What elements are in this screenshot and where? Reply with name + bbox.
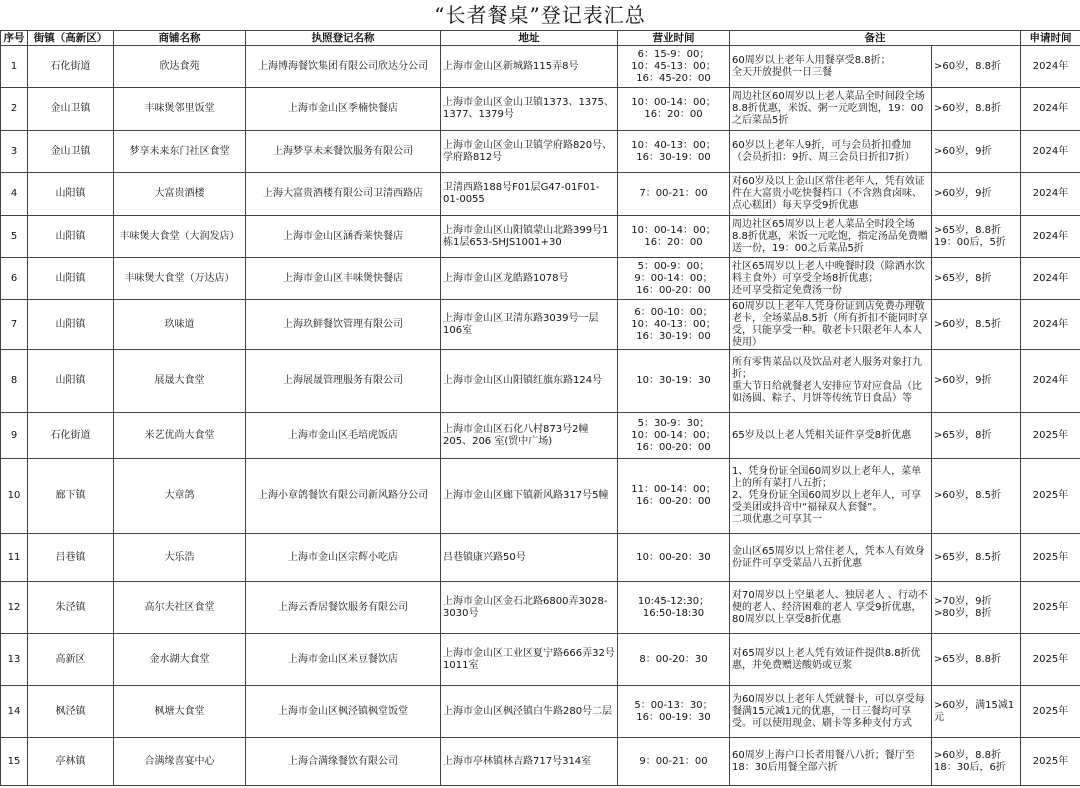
cell-license: 上海展晟管理服务有限公司 xyxy=(246,350,441,413)
cell-license: 上海市金山区枫泾镇枫堂饭堂 xyxy=(246,686,441,738)
cell-town: 山阳镇 xyxy=(28,300,114,350)
cell-remark: 60周岁以上老年人凭身份证到店免费办理敬老卡，全场菜品8.5折（所有折扣不能同时享受，只能享受一种。敬老卡只限老年人本人使用） xyxy=(730,300,932,350)
cell-applied: 2025年 xyxy=(1021,459,1080,534)
cell-remark: 对65周岁以上老人凭有效证件提供8.8折优惠，并免费赠送酸奶或豆浆 xyxy=(730,634,932,686)
registration-table xyxy=(0,30,1080,786)
header-shop: 商铺名称 xyxy=(114,31,246,46)
cell-address: 吕巷镇康兴路50号 xyxy=(441,534,618,582)
cell-shop: 大富贵酒楼 xyxy=(114,173,246,216)
table-row xyxy=(1,459,1080,534)
cell-no: 5 xyxy=(1,216,28,258)
cell-license: 上海博海餐饮集团有限公司欣达分公司 xyxy=(246,46,441,88)
cell-town: 枫泾镇 xyxy=(28,686,114,738)
cell-shop: 枫塘大食堂 xyxy=(114,686,246,738)
cell-shop: 梦享未来东门社区食堂 xyxy=(114,131,246,173)
cell-remark: 对70周岁以上空巢老人、独居老人 、行动不便的老人、经济困难的老人 享受9折优惠，80周岁以上享受8折优惠 xyxy=(730,582,932,634)
page-title: “长者餐桌”登记表汇总 xyxy=(434,3,646,27)
cell-town: 金山卫镇 xyxy=(28,88,114,131)
cell-license: 上海云香居餐饮服务有限公司 xyxy=(246,582,441,634)
cell-town: 朱泾镇 xyxy=(28,582,114,634)
cell-discount: >60岁，满15减1元 xyxy=(932,686,1021,738)
cell-license: 上海市金山区米豆餐饮店 xyxy=(246,634,441,686)
cell-discount: >60岁，8.8折 xyxy=(932,46,1021,88)
table-row xyxy=(1,350,1080,413)
cell-no: 14 xyxy=(1,686,28,738)
cell-address: 上海市金山区石化八村873号2幢205、206 室(贸中广场) xyxy=(441,413,618,459)
cell-address: 上海市金山区工业区夏宁路666弄32号1011室 xyxy=(441,634,618,686)
cell-remark: 65岁及以上老人凭相关证件享受8折优惠 xyxy=(730,413,932,459)
cell-discount: >60岁，9折 xyxy=(932,173,1021,216)
cell-address: 上海市金山区金山卫镇学府路820号、学府路812号 xyxy=(441,131,618,173)
cell-hours: 10：00-14：00； 16：20：00 xyxy=(618,216,730,258)
cell-no: 15 xyxy=(1,738,28,786)
cell-applied: 2024年 xyxy=(1021,173,1080,216)
cell-discount: >70岁，9折 >80岁，8折 xyxy=(932,582,1021,634)
cell-discount: >65岁，8.5折 xyxy=(932,534,1021,582)
cell-applied: 2025年 xyxy=(1021,582,1080,634)
cell-applied: 2024年 xyxy=(1021,131,1080,173)
cell-remark: 60周岁上海户口长者用餐八八折；餐厅至18：30后用餐全部六折 xyxy=(730,738,932,786)
cell-discount: >65岁，8.8折 19：00后，5折 xyxy=(932,216,1021,258)
table-header-row xyxy=(1,31,1080,46)
table-row xyxy=(1,131,1080,173)
cell-shop: 大章鸽 xyxy=(114,459,246,534)
cell-license: 上海市金山区丰味煲快餐店 xyxy=(246,258,441,300)
cell-hours: 9：00-21：00 xyxy=(618,738,730,786)
header-applied: 申请时间 xyxy=(1021,31,1080,46)
cell-address: 上海市金山区新城路115弄8号 xyxy=(441,46,618,88)
cell-hours: 10:45-12:30； 16:50-18:30 xyxy=(618,582,730,634)
cell-address: 上海市金山区枫泾镇白牛路280号二层 xyxy=(441,686,618,738)
cell-no: 3 xyxy=(1,131,28,173)
cell-address: 上海市金山区龙皓路1078号 xyxy=(441,258,618,300)
cell-applied: 2025年 xyxy=(1021,634,1080,686)
cell-address: 上海市亭林镇林吉路717号314室 xyxy=(441,738,618,786)
header-town: 街镇（高新区） xyxy=(28,31,114,46)
cell-discount: >60岁，9折 xyxy=(932,350,1021,413)
cell-applied: 2025年 xyxy=(1021,686,1080,738)
cell-shop: 玖味道 xyxy=(114,300,246,350)
cell-discount: >65岁，8折 xyxy=(932,413,1021,459)
cell-town: 廊下镇 xyxy=(28,459,114,534)
cell-town: 亭林镇 xyxy=(28,738,114,786)
cell-shop: 丰味煲大食堂（大润发店） xyxy=(114,216,246,258)
table-row xyxy=(1,46,1080,88)
cell-hours: 10：00-20：30 xyxy=(618,534,730,582)
table-row xyxy=(1,534,1080,582)
cell-shop: 米艺优尚大食堂 xyxy=(114,413,246,459)
cell-license: 上海市金山区毛培虎饭店 xyxy=(246,413,441,459)
table-row xyxy=(1,216,1080,258)
header-address: 地址 xyxy=(441,31,618,46)
table-row xyxy=(1,413,1080,459)
cell-no: 8 xyxy=(1,350,28,413)
cell-no: 10 xyxy=(1,459,28,534)
cell-applied: 2025年 xyxy=(1021,413,1080,459)
cell-discount: >65岁，8折 xyxy=(932,258,1021,300)
cell-applied: 2024年 xyxy=(1021,258,1080,300)
table-row xyxy=(1,258,1080,300)
cell-applied: 2024年 xyxy=(1021,46,1080,88)
cell-hours: 6：00-10：00； 10：40-13：00； 16：30-19：00 xyxy=(618,300,730,350)
cell-town: 山阳镇 xyxy=(28,258,114,300)
cell-shop: 大乐浩 xyxy=(114,534,246,582)
cell-shop: 欣达食苑 xyxy=(114,46,246,88)
cell-license: 上海小章鸽餐饮有限公司新风路分公司 xyxy=(246,459,441,534)
table-row xyxy=(1,582,1080,634)
cell-address: 卫清西路188号F01层G47-01F01-01-0055 xyxy=(441,173,618,216)
cell-remark: 金山区65周岁以上常住老人，凭本人有效身份证件可享受菜品八五折优惠 xyxy=(730,534,932,582)
cell-discount: >60岁，8.5折 xyxy=(932,459,1021,534)
cell-address: 上海市金山区山阳镇蒙山北路399号1栋1层653-SHJS1001+30 xyxy=(441,216,618,258)
cell-town: 石化街道 xyxy=(28,46,114,88)
cell-remark: 1、凭身份证全国60周岁以上老年人，菜单上的所有菜打八五折； 2、凭身份证全国60周岁以上老年人，可享受美团或抖音中“福禄双人套餐”。 二项优惠之可享其一 xyxy=(730,459,932,534)
cell-discount: >60岁，8.5折 xyxy=(932,300,1021,350)
cell-shop: 高尔夫社区食堂 xyxy=(114,582,246,634)
cell-license: 上海大富贵酒楼有限公司卫清西路店 xyxy=(246,173,441,216)
header-license: 执照登记名称 xyxy=(246,31,441,46)
cell-no: 2 xyxy=(1,88,28,131)
cell-discount: >60岁，9折 xyxy=(932,131,1021,173)
cell-license: 上海玖鲜餐饮管理有限公司 xyxy=(246,300,441,350)
cell-shop: 金水湖大食堂 xyxy=(114,634,246,686)
cell-no: 4 xyxy=(1,173,28,216)
cell-town: 金山卫镇 xyxy=(28,131,114,173)
cell-address: 上海市金山区卫清东路3039号一层106室 xyxy=(441,300,618,350)
cell-remark: 周边社区60周岁以上老人菜品全时间段全场8.8折优惠，米饭、粥一元吃到饱，19：00之后菜品5折 xyxy=(730,88,932,131)
header-hours: 营业时间 xyxy=(618,31,730,46)
cell-remark: 60周岁以上老年人用餐享受8.8折； 全天开放提供一日三餐 xyxy=(730,46,932,88)
cell-license: 上海市金山区宗辉小吃店 xyxy=(246,534,441,582)
cell-remark: 周边社区65周岁以上老人菜品全时段全场8.8折优惠，米饭一元吃饱，指定汤品免费赠送一份，19：00之后菜品5折 xyxy=(730,216,932,258)
cell-remark: 社区65周岁以上老人中晚餐时段（除酒水饮料主食外）可享受全场8折优惠； 还可享受指定免费汤一份 xyxy=(730,258,932,300)
cell-hours: 7：00-21：00 xyxy=(618,173,730,216)
cell-discount: >60岁，8.8折 18：30后，6折 xyxy=(932,738,1021,786)
table-row xyxy=(1,300,1080,350)
cell-shop: 丰味煲大食堂（万达店） xyxy=(114,258,246,300)
table-row xyxy=(1,173,1080,216)
cell-shop: 展晟大食堂 xyxy=(114,350,246,413)
cell-shop: 丰味煲邻里饭堂 xyxy=(114,88,246,131)
cell-no: 12 xyxy=(1,582,28,634)
cell-town: 高新区 xyxy=(28,634,114,686)
cell-license: 上海合满缘餐饮有限公司 xyxy=(246,738,441,786)
cell-hours: 6：15-9：00； 10：45-13：00； 16：45-20：00 xyxy=(618,46,730,88)
cell-address: 上海市金山区廊下镇新风路317号5幢 xyxy=(441,459,618,534)
cell-town: 山阳镇 xyxy=(28,173,114,216)
cell-hours: 10：00-14：00； 16：20：00 xyxy=(618,88,730,131)
cell-town: 山阳镇 xyxy=(28,216,114,258)
cell-remark: 对60岁及以上金山区常住老年人，凭有效证件在大富贵小吃快餐档口（不含熟食卤味、点心糕团）每天享受9折优惠 xyxy=(730,173,932,216)
cell-address: 上海市金山区金山卫镇1373、1375、1377、1379号 xyxy=(441,88,618,131)
cell-hours: 8：00-20：30 xyxy=(618,634,730,686)
cell-no: 13 xyxy=(1,634,28,686)
cell-discount: >65岁，8.8折 xyxy=(932,634,1021,686)
cell-license: 上海梦享未来餐饮服务有限公司 xyxy=(246,131,441,173)
cell-discount: >60岁，8.8折 xyxy=(932,88,1021,131)
cell-town: 吕巷镇 xyxy=(28,534,114,582)
cell-applied: 2024年 xyxy=(1021,88,1080,131)
cell-no: 9 xyxy=(1,413,28,459)
table-row xyxy=(1,634,1080,686)
table-row xyxy=(1,738,1080,786)
cell-no: 7 xyxy=(1,300,28,350)
header-remark: 备注 xyxy=(730,31,1021,46)
cell-license: 上海市金山区季楠快餐店 xyxy=(246,88,441,131)
cell-address: 上海市金山区金石北路6800弄3028-3030号 xyxy=(441,582,618,634)
table-row xyxy=(1,88,1080,131)
cell-applied: 2025年 xyxy=(1021,738,1080,786)
cell-hours: 10：40-13：00； 16：30-19：00 xyxy=(618,131,730,173)
cell-applied: 2025年 xyxy=(1021,534,1080,582)
cell-remark: 60岁以上老年人9折，可与会员折扣叠加（会员折扣：9折、周三会员日折扣7折） xyxy=(730,131,932,173)
header-no: 序号 xyxy=(1,31,28,46)
cell-hours: 10：30-19：30 xyxy=(618,350,730,413)
cell-remark: 为60周岁以上老年人凭就餐卡，可以享受每餐满15元减1元的优惠，一日三餐均可享受。可以使用现金、刷卡等多种支付方式 xyxy=(730,686,932,738)
cell-no: 1 xyxy=(1,46,28,88)
cell-hours: 5：30-9：30； 10：00-14：00； 16：00-20：00 xyxy=(618,413,730,459)
cell-hours: 5：00-13：30； 16：00-19：30 xyxy=(618,686,730,738)
table-row xyxy=(1,686,1080,738)
cell-address: 上海市金山区山阳镇红旗东路124号 xyxy=(441,350,618,413)
cell-town: 山阳镇 xyxy=(28,350,114,413)
cell-applied: 2024年 xyxy=(1021,216,1080,258)
cell-town: 石化街道 xyxy=(28,413,114,459)
cell-hours: 5：00-9：00； 9：00-14：00； 16：00-20：00 xyxy=(618,258,730,300)
cell-hours: 11：00-14：00； 16：00-20：00 xyxy=(618,459,730,534)
cell-shop: 合满缘喜宴中心 xyxy=(114,738,246,786)
cell-remark: 所有零售菜品以及饮品对老人服务对象打九折； 重大节日给就餐老人安排应节对应食品（比如汤圆、粽子、月饼等传统节日食品）等 xyxy=(730,350,932,413)
cell-applied: 2024年 xyxy=(1021,350,1080,413)
cell-no: 6 xyxy=(1,258,28,300)
cell-no: 11 xyxy=(1,534,28,582)
cell-applied: 2024年 xyxy=(1021,300,1080,350)
cell-license: 上海市金山区涵香莱快餐店 xyxy=(246,216,441,258)
